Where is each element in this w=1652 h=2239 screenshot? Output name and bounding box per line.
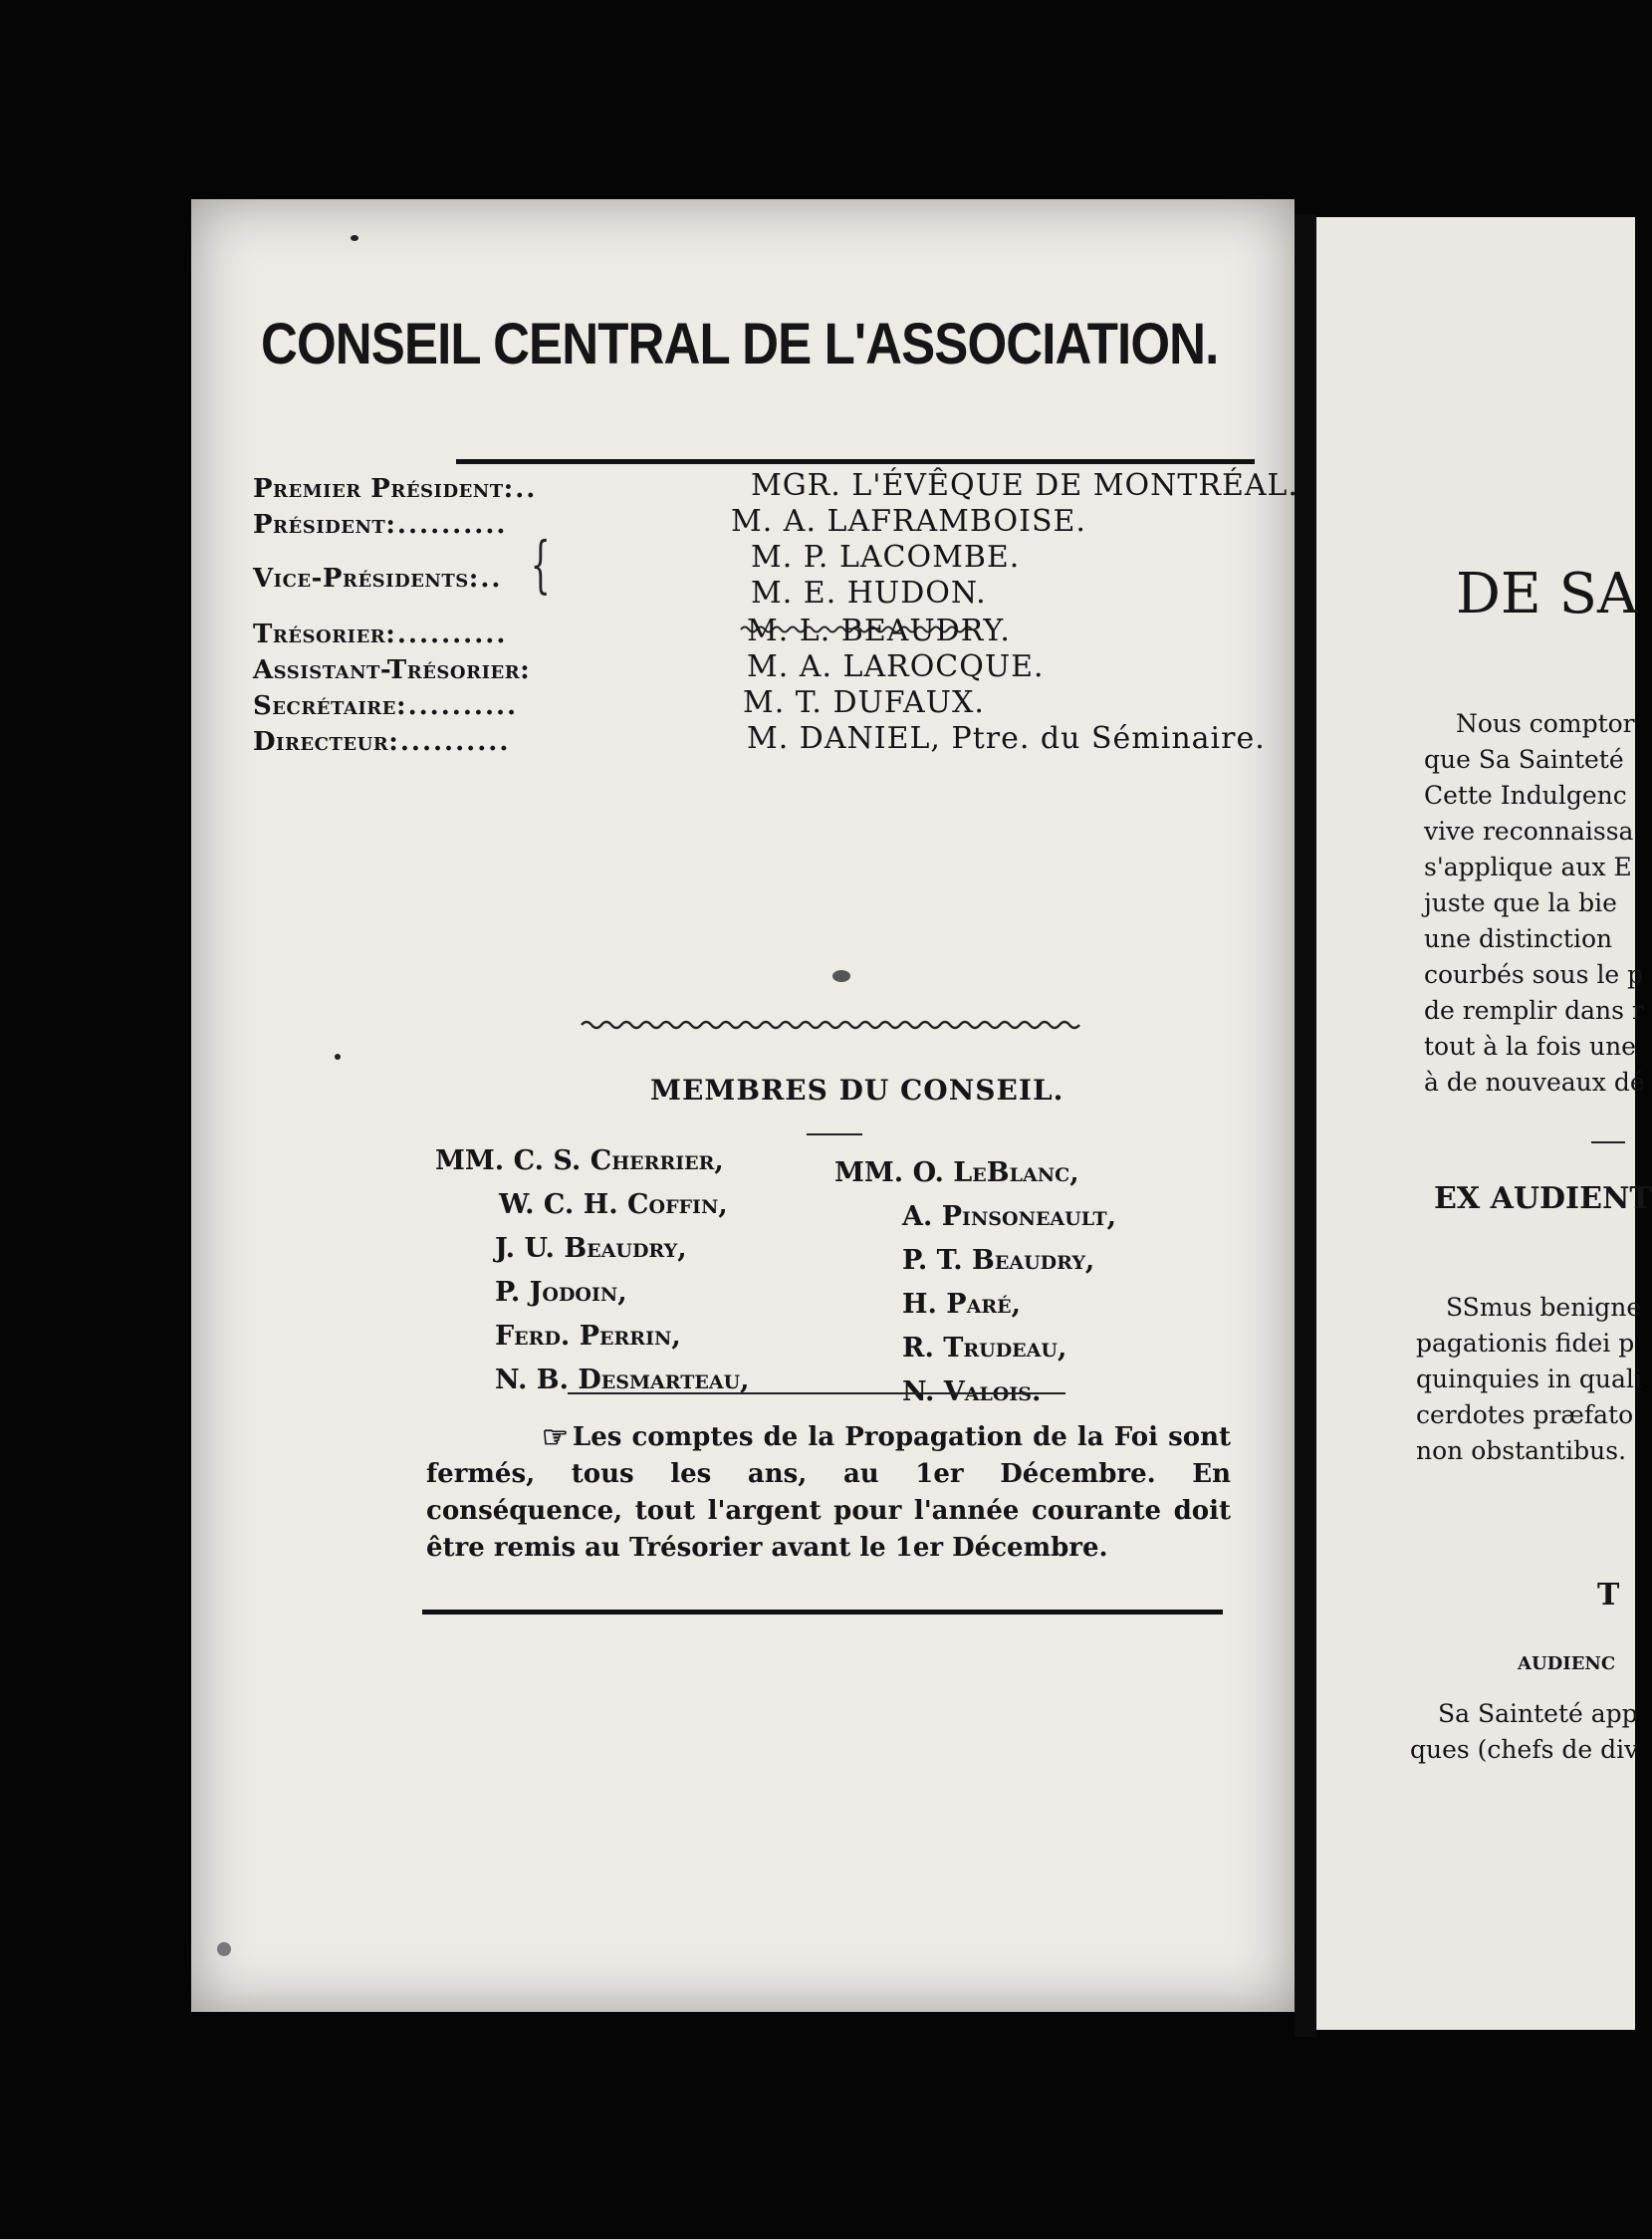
officer-name: M. T. DUFAUX. [743,685,985,720]
ink-speck [335,1054,341,1060]
right-line: SSmus benigne [1446,1293,1642,1322]
right-line: que Sa Sainteté [1424,745,1624,774]
member-name: MM. C. S. Cherrier, [435,1145,724,1176]
members-right-column [834,1157,1116,1420]
section-ornament [582,1018,1079,1032]
right-line: Cette Indulgenc [1424,781,1627,810]
right-line: Nous comptor [1456,709,1635,738]
officer-name: M. A. LAFRAMBOISE. [731,504,1086,539]
officer-name: M. L. BEAUDRY. [747,614,1011,648]
officer-name: M. P. LACOMBE. [751,540,1021,575]
right-line: vive reconnaissa [1424,817,1634,846]
members-bottom-rule [568,1392,1065,1394]
officer-role: Premier Président:.. [253,474,538,504]
members-left-column [435,1145,750,1408]
pointing-hand-icon: ☞ [542,1420,569,1455]
right-line: de remplir dans r [1424,996,1644,1025]
ink-speck [351,235,358,241]
member-name: H. Paré, [902,1289,1022,1320]
right-line: quinquies in quali [1416,1365,1642,1393]
right-line: courbés sous le p [1424,960,1644,989]
officer-role: Secrétaire:.......... [253,691,519,721]
page-title: CONSEIL CENTRAL DE L'ASSOCIATION. [261,312,1219,376]
member-name: J. U. Beaudry, [495,1233,687,1264]
officer-name: M. DANIEL, Ptre. du Séminaire. [747,721,1266,756]
right-subheading: T [1597,1578,1620,1613]
notice-text: Les comptes de la Propagation de la Foi sont fermés, tous les ans, au 1er Décembre. En conséquence, tout l'argent pour l'année courante doit être remis au Trésorier avant le 1er Décembre. [426,1422,1231,1563]
right-line: s'applique aux E [1424,853,1632,881]
right-line: cerdotes præfato [1416,1400,1634,1429]
bottom-rule [422,1610,1223,1615]
right-line: non obstantibus. [1416,1436,1627,1465]
members-heading-rule [807,1133,862,1135]
top-rule [456,459,1255,464]
member-name: Ferd. Perrin, [495,1321,681,1352]
right-short-rule [1591,1141,1625,1143]
officer-name: M. E. HUDON. [751,576,987,611]
right-line: juste que la bie [1424,888,1617,917]
officer-role: Président:.......... [253,510,508,540]
member-name: A. Pinsoneault, [902,1201,1117,1232]
officer-name: MGR. L'ÉVÊQUE DE MONTRÉAL. [751,468,1298,503]
right-heading: DE SA [1456,562,1638,626]
right-line: ques (chefs de div [1410,1735,1639,1764]
members-heading: MEMBRES DU CONSEIL. [650,1074,1064,1107]
officer-role: Vice-Présidents:.. [253,564,503,594]
brace-glyph: { [530,528,551,601]
right-line: pagationis fidei p [1416,1329,1635,1358]
right-line: Sa Sainteté app [1438,1699,1638,1728]
ink-speck [217,1942,231,1956]
officer-name: M. A. LAROCQUE. [747,649,1045,684]
officer-role: Assistant-Trésorier: [253,655,532,685]
member-name: MM. O. LeBlanc, [834,1157,1079,1188]
right-line: une distinction [1424,924,1613,953]
right-subheading: AUDIENC [1518,1653,1616,1674]
member-name: W. C. H. Coffin, [499,1189,728,1220]
ink-speck [832,970,850,982]
member-name: R. Trudeau, [902,1333,1067,1364]
right-line: à de nouveaux dé [1424,1068,1645,1097]
member-name: N. Valois. [902,1376,1042,1407]
right-subheading: EX AUDIENT [1434,1181,1652,1216]
right-line: tout à la fois une [1424,1032,1636,1061]
officer-role: Directeur:.......... [253,727,511,757]
officer-role: Trésorier:.......... [253,620,508,649]
member-name: P. Jodoin, [495,1277,627,1308]
member-name: N. B. Desmarteau, [495,1365,750,1395]
accounts-notice [426,1419,1231,1567]
member-name: P. T. Beaudry, [902,1245,1095,1276]
